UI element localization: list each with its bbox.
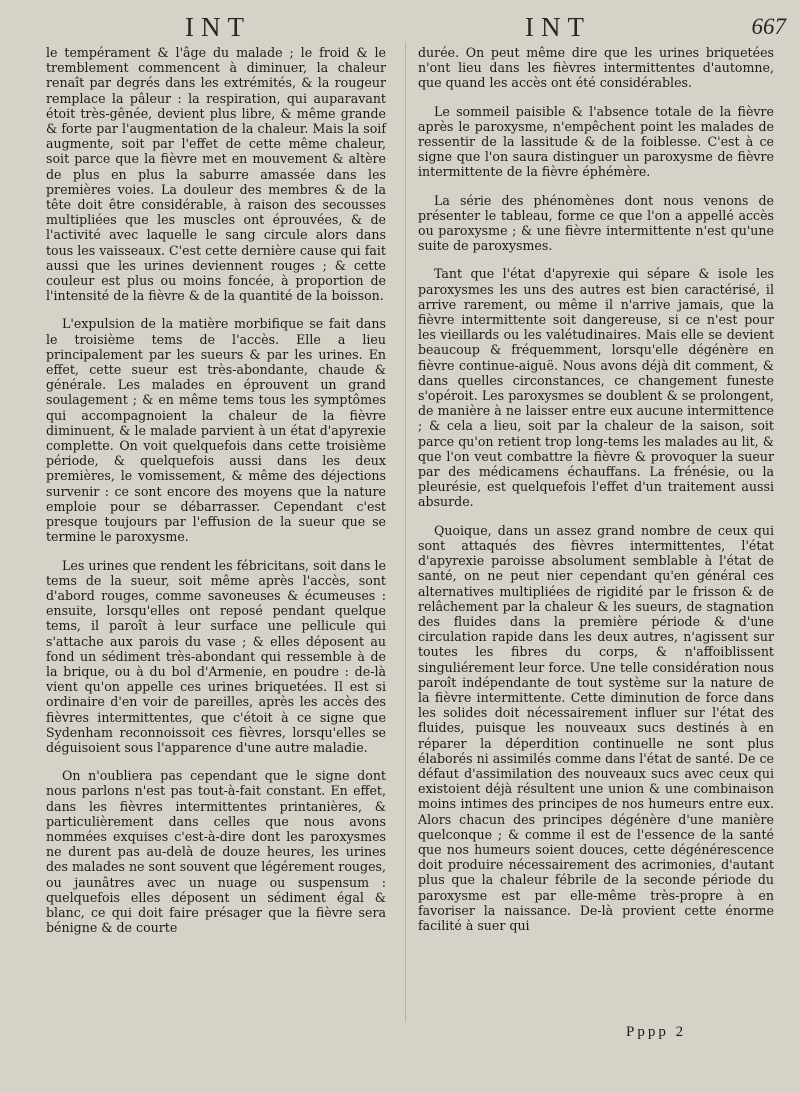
paragraph: Quoique, dans un assez grand nombre de ceux qui sont attaqués des fièvres intermittentes, l'état d'apyrexie paroisse absolument semblable à l'état de santé, on ne peut nier cependant qu'en général ces alternatives multipliées de rigidité par le frisson & de relâchement par la chaleur & les sueurs, de stagnation des fluides dans la première période & d'une circulation rapide dans les deux autres, n'agissent sur toutes les fibres du corps, & n'affoiblissent singuliérement leur force. Une telle considération nous paroît indépendante de tout système sur la nature de la fièvre intermittente. Cette diminution de force dans les solides doit nécessairement influer sur l'état des fluides, puisque les nouveaux sucs destinés à en réparer la déperdition continuelle ne sont plus élaborés ni assimilés comme dans l'état de santé. De ce défaut d'assimilation des nouveaux sucs avec ceux qui existoient déjà résultent une union & une combinaison moins intimes des principes de nos humeurs entre eux. Alors chacun des principes dégénère d'une manière quelconque ; & comme il est de l'essence de la santé que nos humeurs soient douces, cette dégénérescence doit produire nécessairement des acrimonies, d'autant plus que la chaleur fébrile de la seconde période du paroxysme est par elle-même très-propre à en favoriser la naissance. De-là provient cette énorme facilité à suer qui	[418, 522, 774, 933]
running-head-left: INT	[185, 12, 251, 42]
paragraph: Le sommeil paisible & l'absence totale de la fièvre après le paroxysme, n'empêchent point les malades de ressentir de la lassitude & de la foiblesse. C'est à ce signe que l'on saura distinguer un paroxysme de fièvre intermittente de la fièvre éphémère.	[418, 103, 774, 180]
page-number: 667	[751, 14, 786, 39]
paragraph: Tant que l'état d'apyrexie qui sépare & isole les paroxysmes les uns des autres est bien caractérisé, il arrive rarement, ou même il n'arrive jamais, que la fièvre intermittente soit dangereuse, si ce n'est pour les vieillards ou les valétudinaires. Mais elle se devient beaucoup & fréquemment, lorsqu'elle dégénère en fièvre continue-aiguë. Nous avons déjà dit comment, & dans quelles circonstances, ce changement funeste s'opéroit. Les paroxysmes se doublent & se prolongent, de manière à ne laisser entre eux aucune intermittence ; & cela a lieu, soit par la chaleur de la saison, soit parce qu'on retient trop long-tems les malades au lit, & que l'on veut combattre la fièvre & provoquer la sueur par des médicamens échauffans. La frénésie, ou la pleurésie, est quelquefois l'effet d'un traitement aussi absurde.	[418, 266, 774, 510]
column-divider	[405, 42, 406, 1022]
signature-mark: Pppp 2	[626, 1024, 687, 1040]
paragraph: La série des phénomènes dont nous venons de présenter le tableau, forme ce que l'on a appellé accès ou paroxysme ; & une fièvre intermittente n'est qu'une suite de paroxysmes.	[418, 192, 774, 254]
left-column	[46, 45, 386, 939]
paragraph: durée. On peut même dire que les urines briquetées n'ont lieu dans les fièvres intermittentes d'automne, que quand les accès ont été considérables.	[418, 45, 774, 91]
paragraph: On n'oubliera pas cependant que le signe dont nous parlons n'est pas tout-à-fait constant. En effet, dans les fièvres intermittentes printanières, & particulièrement dans celles que nous avons nommées exquises c'est-à-dire dont les paroxysmes ne durent pas au-delà de douze heures, les urines des malades ne sont souvent que légérement rouges, ou jaunâtres avec un nuage ou suspensum : quelquefois elles déposent un sédiment égal & blanc, ce qui doit faire présager que la fièvre sera bénigne & de courte	[46, 768, 386, 936]
paragraph: Les urines que rendent les fébricitans, soit dans le tems de la sueur, soit même après l'accès, sont d'abord rouges, comme savoneuses & écumeuses : ensuite, lorsqu'elles ont reposé pendant quelque tems, il paroît à leur surface une pellicule qui s'attache aux parois du vase ; & elles déposent au fond un sédiment très-abondant qui ressemble à de la brique, ou à du bol d'Armenie, en poudre : de-là vient qu'on appelle ces urines briquetées. Il est si ordinaire d'en voir de pareilles, après les accès des fièvres intermittentes, que c'étoit à ce signe que Sydenham reconnoissoit ces fièvres, lorsqu'elles se déguisoient sous l'apparence d'une autre maladie.	[46, 557, 386, 755]
running-head-right: INT	[525, 12, 591, 42]
right-column	[418, 45, 774, 937]
paragraph: L'expulsion de la matière morbifique se fait dans le troisième tems de l'accès. Elle a lieu principalement par les sueurs & par les urines. En effet, cette sueur est très-abondante, chaude & générale. Les malades en éprouvent un grand soulagement ; & en même tems tous les symptômes qui accompagnoient la chaleur de la fièvre diminuent, & le malade parvient à un état d'apyrexie complette. On voit quelquefois dans cette troisième période, & quelquefois aussi dans les deux premières, le vomissement, & même des déjections survenir : ce sont encore des moyens que la nature emploie pour se débarrasser. Cependant c'est presque toujours par l'effusion de la sueur que se termine le paroxysme.	[46, 316, 386, 545]
paragraph: le tempérament & l'âge du malade ; le froid & le tremblement commencent à diminuer, la chaleur renaît par degrés dans les extrémités, & la rougeur remplace la pâleur : la respiration, qui auparavant étoit très-gênée, devient plus libre, & même grande & forte par l'augmentation de la chaleur. Mais la soif augmente, soit par l'effet de cette même chaleur, soit parce que la fièvre met en mouvement & altère de plus en plus la saburre amassée dans les premières voies. La douleur des membres & de la tête doit être considérable, à raison des secousses multipliées que les muscles ont éprouvées, & de l'activité avec laquelle le sang circule alors dans tous les vaisseaux. C'est cette dernière cause qui fait aussi que les urines deviennent rouges ; & cette couleur est plus ou moins foncée, à proportion de l'intensité de la fièvre & de la quantité de la boisson.	[46, 45, 386, 304]
